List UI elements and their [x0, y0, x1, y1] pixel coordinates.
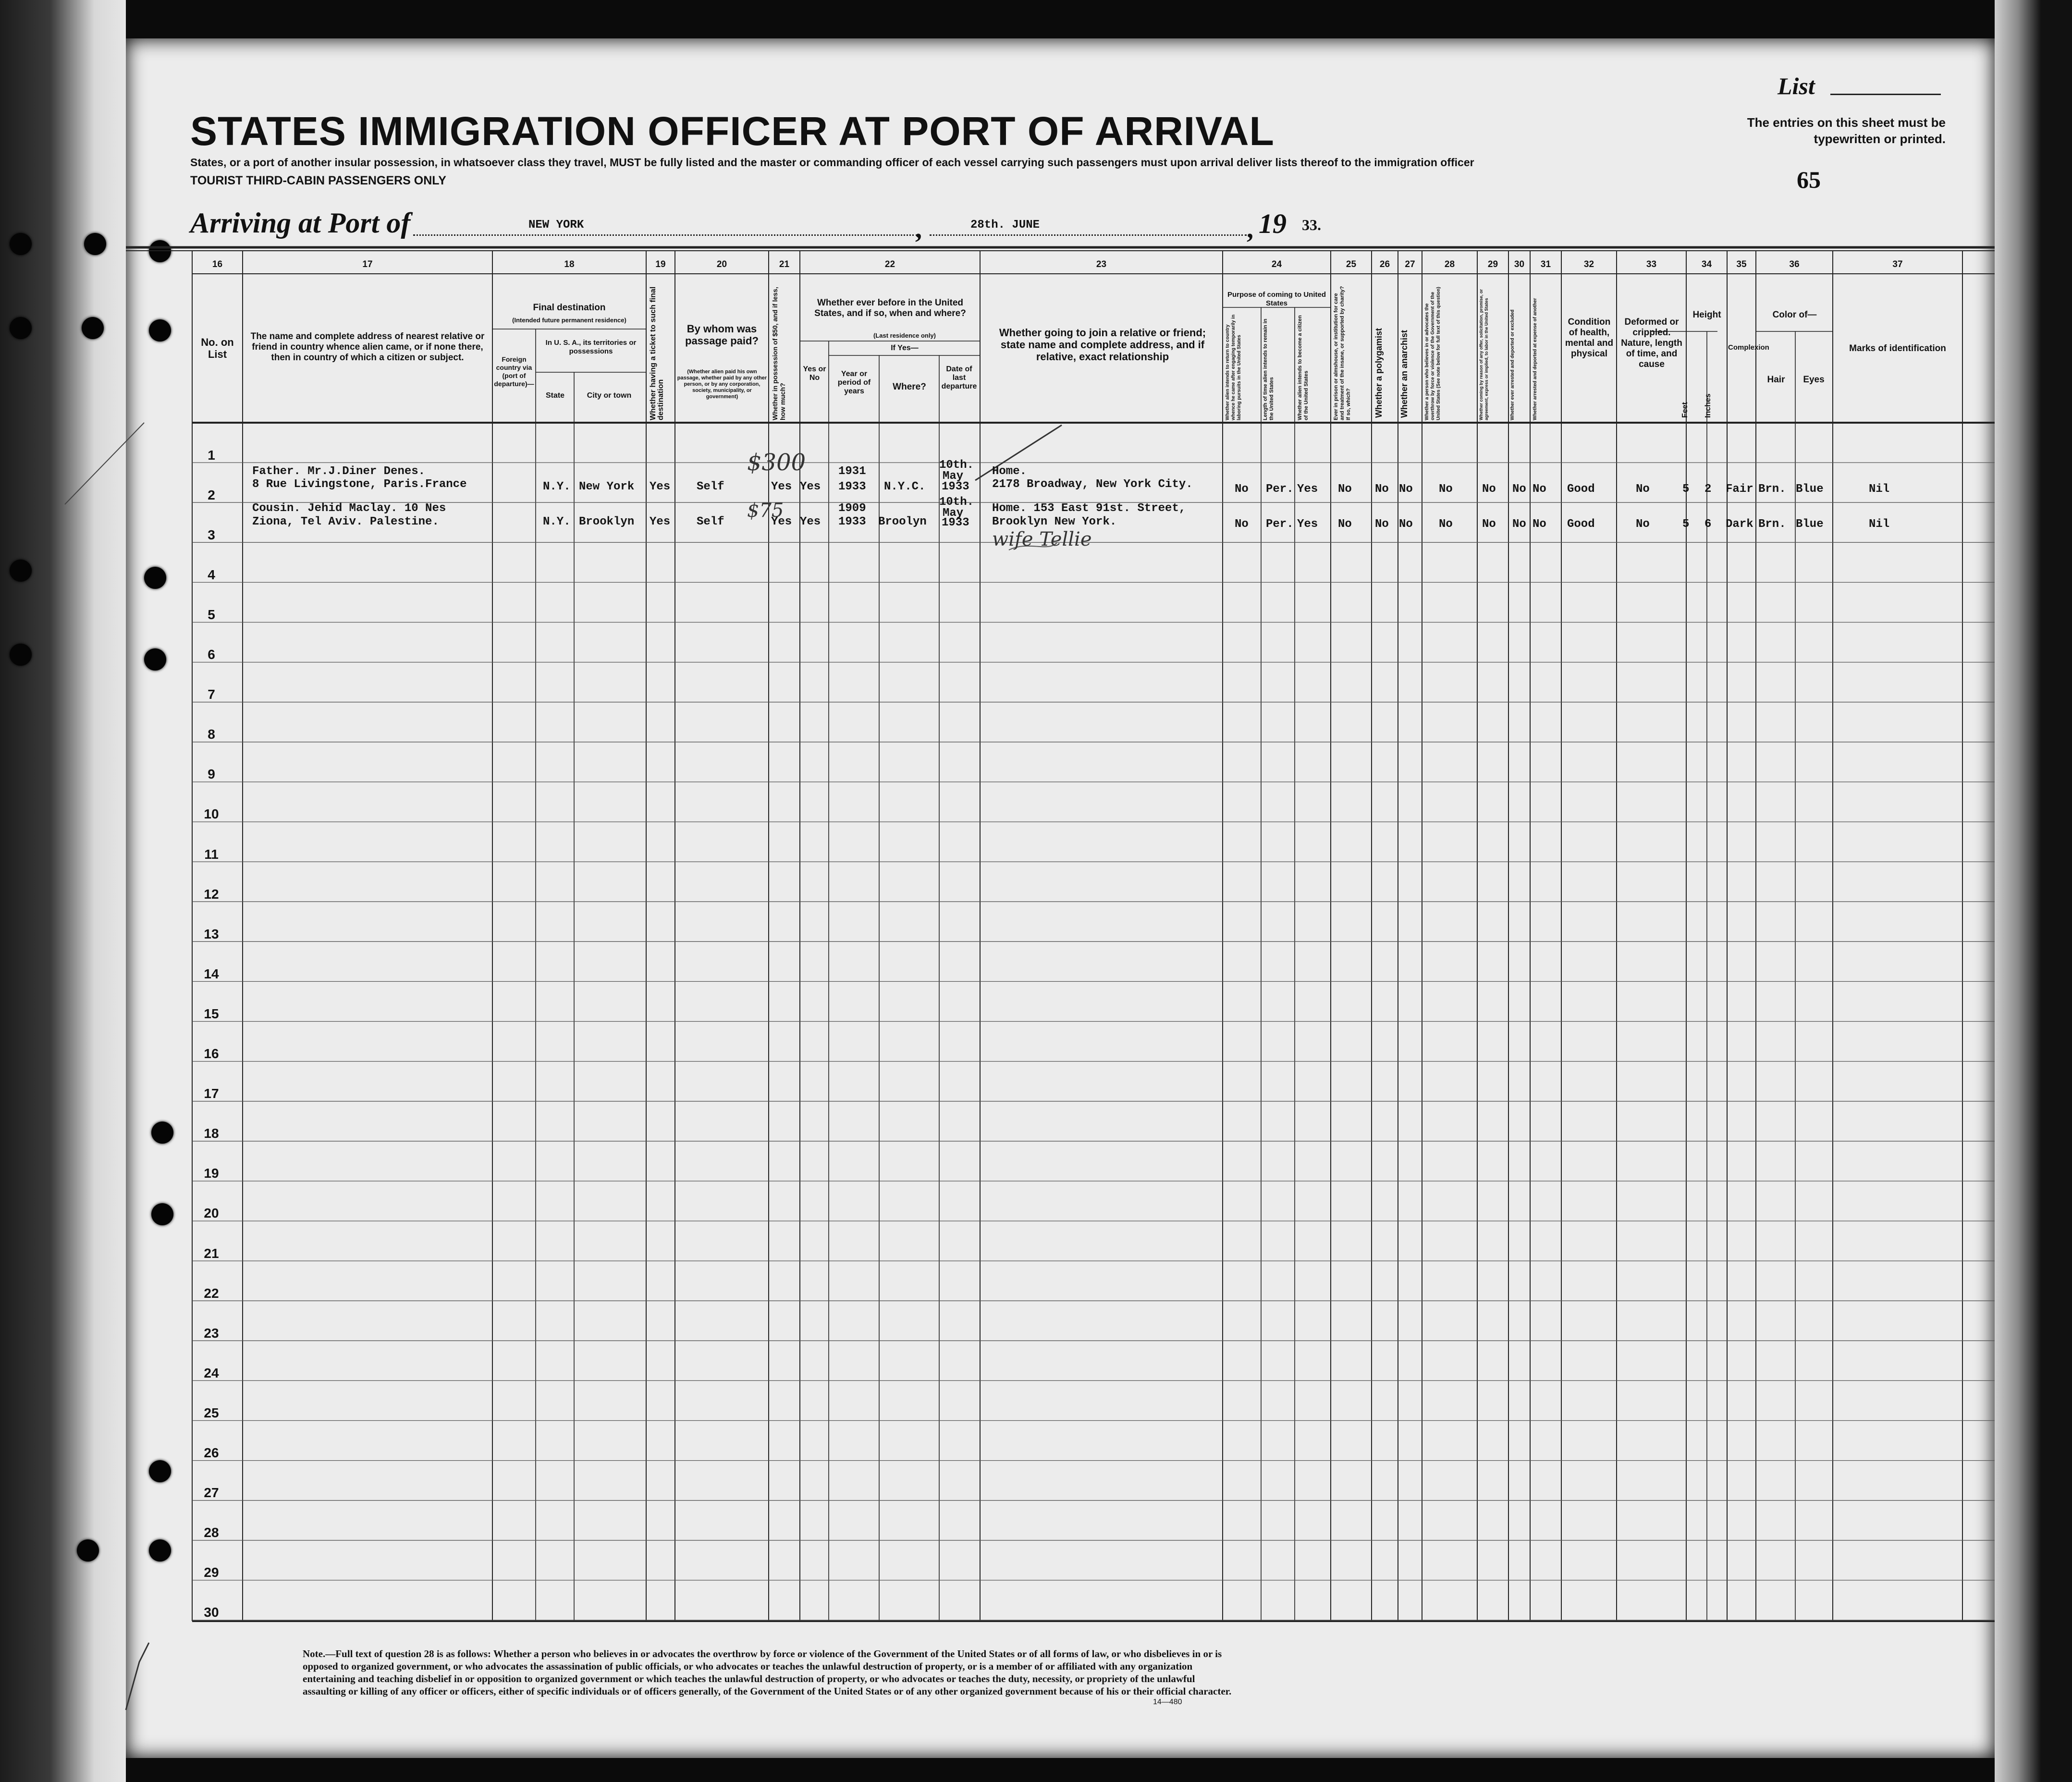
header-inches: Inches: [1704, 393, 1712, 418]
page-subtitle: States, or a port of another insular possession, in whatsoever class they travel, MUST be fully listed and the master or commanding officer of each vessel carrying such passengers must upon arrival deliver lists thereof to the immigration officer: [190, 156, 1474, 169]
row-1-money-handwritten: $300: [747, 449, 806, 476]
list-label: List: [1778, 73, 1815, 99]
column-number: 32: [1583, 259, 1594, 269]
row-1-ticket: Yes: [650, 480, 671, 493]
row-number: 9: [208, 767, 215, 782]
row-1-departure-2: May: [943, 470, 964, 483]
column-number: 33: [1646, 259, 1657, 269]
header-nearest-relative: The name and complete address of nearest relative or friend in country whence alien came, or if none there, then in country of which a citizen or subject.: [250, 331, 485, 363]
row-number: 22: [204, 1285, 219, 1301]
row-number: 30: [204, 1605, 219, 1620]
row-1-years-1: 1931: [838, 465, 866, 478]
row-1-join-1: Home.: [992, 465, 1027, 478]
year-prefix: 19: [1259, 208, 1287, 239]
row-1-relative-line-2: 8 Rue Livingstone, Paris.France: [252, 478, 467, 491]
row-1-polygamist: No: [1375, 483, 1389, 496]
row-1-eyes: Blue: [1796, 483, 1824, 496]
passenger-class: TOURIST THIRD-CABIN PASSENGERS ONLY: [190, 174, 446, 187]
header-city: City or town: [587, 391, 632, 400]
row-1-deported: No: [1512, 483, 1526, 496]
row-2-relative-line-1: Cousin. Jehid Maclay. 10 Nes: [252, 502, 446, 515]
row-1-prison: No: [1338, 483, 1352, 496]
column-number: 31: [1540, 259, 1551, 269]
row-number: 6: [208, 647, 215, 662]
port-value: NEW YORK: [528, 219, 584, 232]
header-prison: Ever in prison or almshouse, or institution for care and treatment of the insane, or supported by charity? If so, which?: [1333, 286, 1351, 420]
row-1-hair: Brn.: [1758, 483, 1786, 496]
row-1-join-2: 2178 Broadway, New York City.: [992, 478, 1193, 491]
column-number: 37: [1892, 259, 1903, 269]
header-become-citizen: Whether alien intends to become a citizen of the United States: [1297, 315, 1309, 420]
row-1-before: Yes: [800, 480, 821, 493]
row-number: 14: [204, 966, 219, 981]
row-2-health: Good: [1567, 518, 1595, 531]
header-color-of: Color of—: [1772, 310, 1817, 320]
column-number: 16: [212, 259, 223, 269]
row-number: 17: [204, 1086, 219, 1101]
row-1-return: No: [1235, 483, 1249, 496]
column-number: 34: [1701, 259, 1712, 269]
header-passage-paid-note: (Whether alien paid his own passage, whether paid by any other person, or by any corporation, society, municipality, or government): [677, 369, 767, 400]
row-2-deformed: No: [1636, 518, 1650, 531]
row-1-paid-by: Self: [697, 480, 724, 493]
column-number: 20: [716, 259, 727, 269]
column-number: 29: [1487, 259, 1498, 269]
row-2-marks: Nil: [1869, 518, 1890, 531]
row-1-state: N.Y.: [543, 480, 571, 493]
row-number: 28: [204, 1525, 219, 1540]
row-1-relative-line-1: Father. Mr.J.Diner Denes.: [252, 465, 426, 478]
typewritten-notice: The entries on this sheet must be typewritten or printed.: [1747, 115, 1946, 146]
row-1-anarchist: No: [1399, 483, 1413, 496]
row-2-feet: 5: [1682, 518, 1690, 531]
column-number: 17: [362, 259, 373, 269]
header-overthrow: Whether a person who believes in or advocates the overthrow by force or violence of the Government of the United States (See note below for full text of this question): [1424, 287, 1441, 420]
row-number: 10: [204, 806, 219, 822]
column-number: 27: [1405, 259, 1415, 269]
year-value: 33.: [1302, 216, 1321, 233]
header-marks: Marks of identification: [1849, 343, 1946, 354]
header-contract-labor: Whether coming by reason of any offer, solicitation, promise, or agreement, express or implied, to labor in the United States: [1479, 289, 1489, 420]
column-number: 23: [1096, 259, 1107, 269]
row-1-health: Good: [1567, 483, 1595, 496]
row-number: 18: [204, 1126, 219, 1141]
row-2-overthrow: No: [1439, 518, 1453, 531]
row-1-length: Per.: [1266, 483, 1294, 496]
column-number: 25: [1346, 259, 1357, 269]
row-2-complexion: Dark: [1726, 518, 1753, 531]
column-number: 28: [1444, 259, 1455, 269]
row-1-citizen: Yes: [1297, 483, 1318, 496]
row-2-relative-line-2: Ziona, Tel Aviv. Palestine.: [252, 515, 439, 528]
arriving-label: Arriving at Port of: [190, 207, 411, 239]
row-2-join-1: Home. 153 East 91st. Street,: [992, 502, 1186, 515]
header-intends-return: Whether alien intends to return to country whence he came after engaging temporarily in laboring pursuits in the United States: [1225, 314, 1242, 420]
row-number: 25: [204, 1405, 219, 1420]
column-number: 26: [1379, 259, 1390, 269]
header-feet: Feet: [1681, 402, 1689, 418]
row-2-before: Yes: [800, 515, 821, 528]
row-number: 15: [204, 1006, 219, 1021]
row-1-years-2: 1933: [838, 480, 866, 493]
row-2-labor: No: [1482, 518, 1496, 531]
row-number: 8: [208, 727, 215, 742]
header-polygamist: Whether a polygamist: [1374, 328, 1384, 418]
row-number: 4: [208, 567, 215, 582]
column-number: 35: [1736, 259, 1747, 269]
row-2-hair: Brn.: [1758, 518, 1786, 531]
row-2-join-2: Brooklyn New York.: [992, 515, 1117, 528]
row-2-inches: 6: [1704, 518, 1712, 531]
row-number: 13: [204, 926, 219, 941]
header-height: Height: [1692, 310, 1721, 320]
row-2-polygamist: No: [1375, 518, 1389, 531]
header-complexion: Complexion: [1728, 343, 1769, 352]
form-number: 14—480: [1153, 1698, 1182, 1706]
header-deported: Whether ever arrested and deported or excluded: [1510, 309, 1515, 420]
header-passage-paid: By whom was passage paid?: [685, 323, 759, 347]
header-money: Whether in possession of $50, and if less, how much?: [771, 287, 786, 420]
header-join-relative: Whether going to join a relative or friend; state name and complete address, and if relative, exact relationship: [999, 327, 1206, 363]
header-ever-before: Whether ever before in the United States, and if so, when and where?: [814, 298, 966, 318]
header-hair: Hair: [1767, 375, 1785, 385]
row-number: 16: [204, 1046, 219, 1062]
arrival-date: 28th. JUNE: [970, 219, 1040, 232]
row-1-labor: No: [1482, 483, 1496, 496]
row-2-deported: No: [1512, 518, 1526, 531]
row-2-anarchist: No: [1399, 518, 1413, 531]
row-number: 26: [204, 1445, 219, 1461]
row-2-departure-1: 10th.: [939, 496, 974, 509]
row-2-length: Per.: [1266, 518, 1294, 531]
row-number: 19: [204, 1166, 219, 1181]
row-1-complexion: Fair: [1726, 483, 1753, 496]
row-2-years-1: 1909: [838, 502, 866, 515]
column-number: 24: [1271, 259, 1282, 269]
header-state: State: [545, 391, 565, 400]
row-1-deformed: No: [1636, 483, 1650, 496]
row-2-prison: No: [1338, 518, 1352, 531]
question-28-note: Note.—Full text of question 28 is as follows: Whether a person who believes in or advocates the overthrow by force or violence of the Government of the United States or of all forms of law, or who disbelieves in or is opposed to organized government, or who advocates the assassination of public officials, or who advocates or teaches the unlawful destruction of property, or is a member of or affiliated with any organization entertaining and teaching disbelief in or opposition to organized government or which teaches the unlawful destruction of property, or who advocates or teaches the duty, necessity, or propriety of the unlawful assaulting or killing of any officer or officers, either of specific individuals or of officers generally, of the Government of the United States or of any other organized government because of his or their official character.: [303, 1648, 1232, 1697]
row-1-inches: 2: [1704, 483, 1712, 496]
row-1-deported-expense: No: [1533, 483, 1546, 496]
row-number: 3: [208, 527, 215, 542]
header-departure-date: Date of last departure: [941, 365, 977, 391]
header-where: Where?: [893, 382, 926, 392]
row-number: 12: [204, 886, 219, 902]
header-if-yes: If Yes—: [891, 344, 919, 352]
row-number: 11: [204, 846, 219, 862]
column-number: 18: [564, 259, 575, 269]
row-number: 21: [204, 1245, 219, 1261]
row-1-money: Yes: [771, 480, 792, 493]
row-number: 1: [208, 447, 215, 463]
row-number: 2: [208, 487, 215, 502]
column-number: 19: [655, 259, 666, 269]
header-health: Condition of health, mental and physical: [1565, 317, 1614, 359]
header-no-on-list: No. on List: [201, 336, 234, 360]
page-title: STATES IMMIGRATION OFFICER AT PORT OF ARRIVAL: [190, 109, 1275, 154]
header-final-destination-note: (Intended future permanent residence): [512, 317, 626, 324]
header-deported-expense: Whether arrested and deported at expense of another: [1533, 298, 1538, 420]
row-2-departure-2: May: [943, 507, 964, 520]
column-number: 21: [779, 259, 790, 269]
separator: ,: [915, 214, 922, 244]
row-number: 7: [208, 687, 215, 702]
row-number: 24: [204, 1365, 219, 1380]
row-2-citizen: Yes: [1297, 518, 1318, 531]
header-in-usa: In U. S. A., its territories or possessions: [545, 339, 637, 355]
separator: ,: [1247, 214, 1253, 244]
row-2-money-handwritten: $75: [747, 500, 784, 522]
row-number: 23: [204, 1325, 219, 1341]
header-purpose: Purpose of coming to United States: [1227, 291, 1326, 307]
sheet-number: 65: [1797, 166, 1821, 193]
header-eyes: Eyes: [1803, 375, 1825, 385]
row-1-marks: Nil: [1869, 483, 1890, 496]
header-length-of-stay: Length of time alien intends to remain in the United States: [1263, 318, 1275, 420]
header-last-residence: (Last residence only): [873, 332, 936, 339]
row-2-deported-expense: No: [1533, 518, 1546, 531]
row-number: 20: [204, 1206, 219, 1221]
column-number: 30: [1514, 259, 1525, 269]
header-anarchist: Whether an anarchist: [1399, 330, 1409, 418]
header-yes-no: Yes or No: [803, 365, 826, 382]
row-1-overthrow: No: [1439, 483, 1453, 496]
row-2-ticket: Yes: [650, 515, 671, 528]
row-2-eyes: Blue: [1796, 518, 1824, 531]
row-2-return: No: [1235, 518, 1249, 531]
header-foreign-country: Foreign country via (port of departure)—: [494, 355, 534, 388]
header-final-destination: Final destination: [533, 303, 606, 313]
row-2-years-2: 1933: [838, 515, 866, 528]
row-number: 5: [208, 607, 215, 622]
row-2-state: N.Y.: [543, 515, 571, 528]
row-2-city: Brooklyn: [579, 515, 635, 528]
header-year: Year or period of years: [837, 370, 871, 395]
row-2-departure-3: 1933: [942, 516, 969, 529]
row-1-departure-3: 1933: [942, 480, 969, 493]
header-ticket: Whether having a ticket to such final destination: [649, 286, 665, 420]
row-2-join-handwritten: wife Tellie: [992, 528, 1092, 550]
row-1-departure-1: 10th.: [939, 459, 974, 472]
row-2-where: Broolyn: [878, 515, 927, 528]
row-2-money: Yes: [771, 515, 792, 528]
row-1-feet: 5: [1682, 483, 1690, 496]
row-number: 27: [204, 1485, 219, 1501]
column-number: 36: [1789, 259, 1800, 269]
row-1-where: N.Y.C.: [884, 480, 926, 493]
row-number: 29: [204, 1565, 219, 1580]
header-deformed: Deformed or crippled. Nature, length of time, and cause: [1621, 317, 1682, 369]
column-number: 22: [884, 259, 895, 269]
row-2-paid-by: Self: [697, 515, 724, 528]
row-1-city: New York: [579, 480, 635, 493]
